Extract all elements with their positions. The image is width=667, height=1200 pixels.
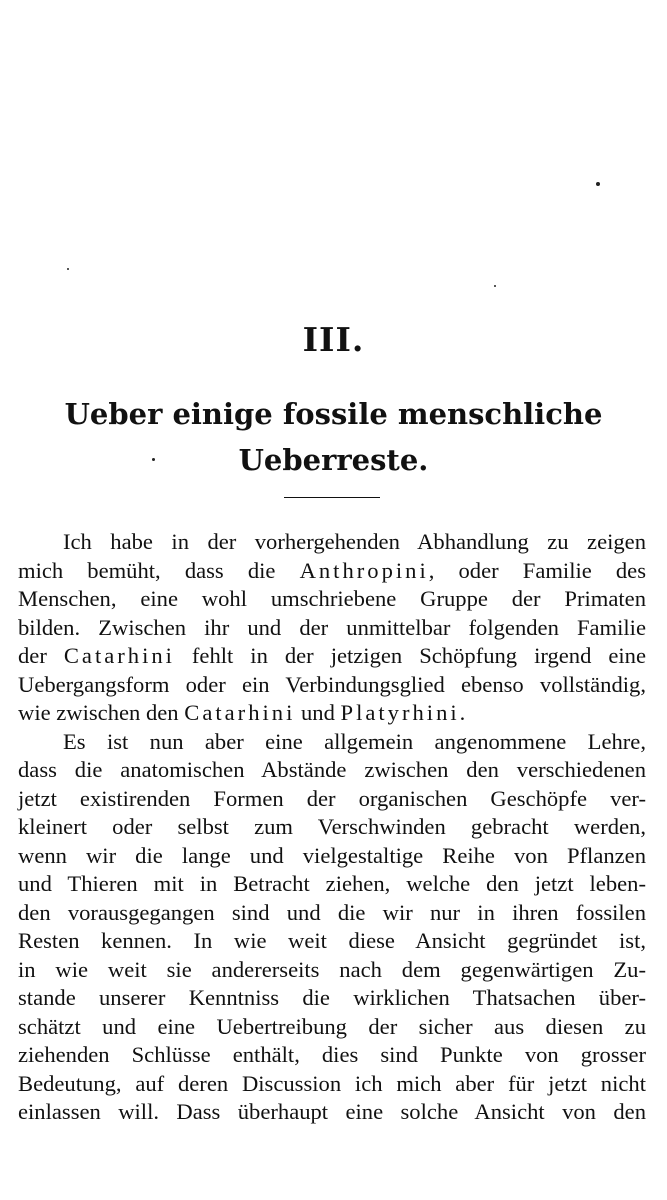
text-line: kleinert oder selbst zum Verschwinden gebracht werden, [18, 814, 646, 839]
text-line: den vorausgegangen sind und die wir nur in ihren fossilen [18, 899, 646, 925]
text-line: dass die anatomischen Abstände zwischen den verschiedenen [18, 757, 646, 782]
text-line: Uebergangsform oder ein Verbindungsglied ebenso vollständig, [18, 671, 646, 697]
text-line: stande unserer Kenntniss die wirklichen Thatsachen über- [18, 985, 646, 1010]
chapter-number: III. [302, 320, 365, 359]
text-line: in wie weit sie andererseits nach dem gegenwärtigen Zu- [18, 956, 646, 982]
spaced-term: Catarhini [63, 643, 175, 668]
print-speck [67, 268, 69, 270]
chapter-title-line-2: Ueberreste. [238, 443, 429, 477]
spaced-term: Catarhini [184, 700, 296, 725]
spaced-term: Anthropini [299, 557, 429, 583]
text-line: der Catarhini fehlt in der jetzigen Schöpfung irgend eine [18, 643, 647, 668]
text-line: ziehenden Schlüsse enthält, dies sind Punkte von grosser [18, 1042, 646, 1067]
chapter-title [0, 391, 667, 483]
text-line: Es ist nun aber eine allgemein angenommene Lehre, [63, 728, 646, 754]
text-line: wie zwischen den Catarhini und Platyrhini. [18, 700, 466, 725]
text-line: Bedeutung, auf deren Discussion ich mich aber für jetzt nicht [18, 1070, 646, 1096]
text-line: mich bemüht, dass die Anthropini, oder Familie des [18, 557, 647, 583]
text-line: wenn wir die lange und vielgestaltige Reihe von Pflanzen [18, 842, 646, 868]
text-line: Ich habe in der vorhergehenden Abhandlung zu zeigen [63, 529, 646, 554]
text-line: schätzt und eine Uebertreibung der sicher aus diesen zu [18, 1013, 646, 1039]
title-divider [284, 497, 380, 498]
text-line: bilden. Zwischen ihr und der unmittelbar folgenden Familie [18, 614, 646, 640]
text-line: jetzt existirenden Formen der organischen Geschöpfe ver- [18, 785, 646, 811]
print-speck [596, 182, 600, 186]
text-line: einlassen will. Dass überhaupt eine solche Ansicht von den [18, 1099, 646, 1124]
text-line: Menschen, eine wohl umschriebene Gruppe der Primaten [18, 586, 646, 611]
print-speck [494, 285, 496, 287]
spaced-term: Platyrhini [340, 700, 460, 725]
body-text [18, 528, 646, 1127]
chapter-title-line-1: Ueber einige fossile menschliche [64, 397, 603, 431]
text-line: und Thieren mit in Betracht ziehen, welche den jetzt leben- [18, 871, 646, 896]
text-line: Resten kennen. In wie weit diese Ansicht gegründet ist, [18, 928, 646, 953]
